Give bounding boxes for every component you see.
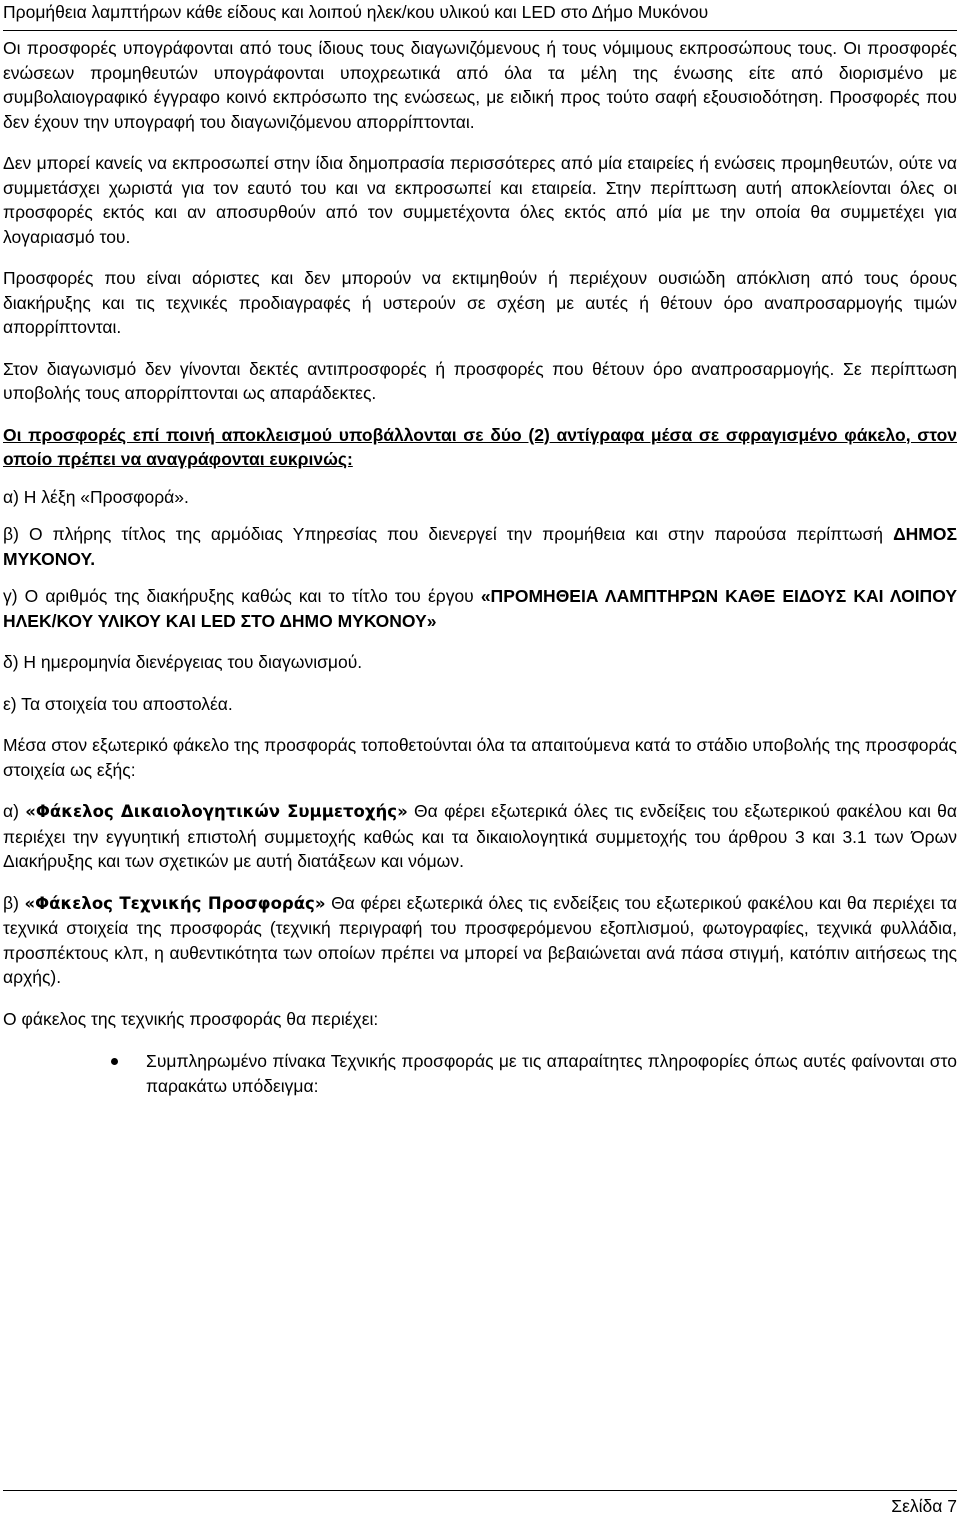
header-title: Προμήθεια λαμπτήρων κάθε είδους και λοιπού ηλεκ/κου υλικού και LED στο Δήμο Μυκόνου (3, 2, 709, 22)
envelope-item-a: α) Η λέξη «Προσφορά». (3, 486, 189, 507)
envelope-participation-title: «Φάκελος Δικαιολογητικών Συμμετοχής» (25, 802, 408, 821)
document-page (3, 0, 957, 1098)
list-item-text: Συμπληρωμένο πίνακα Τεχνικής προσφοράς με τις απαραίτητες πληροφορίες όπως αυτές φαίνονται στο παρακάτω υπόδειγμα: (146, 1051, 957, 1096)
running-header (3, 0, 957, 31)
envelope-technical-text: Θα φέρει εξωτερικά όλες τις ενδείξεις του εξωτερικού φακέλου και θα περιέχει τα τεχνικά στοιχεία της προσφοράς (τεχνική περιγραφή του προσφερόμενου εξοπλισμού, φωτογραφίες, τεχνικά φυλλάδια, προσπέκτους κλπ, η αυθεντικότητα των οποίων πρέπει να μπορεί να βεβαιώνεται ανά πάσα στιγμή, κατόπιν αιτήσεως της αρχής). (3, 892, 957, 987)
technical-contents-list (3, 1049, 957, 1098)
envelope-participation-prefix: α) (3, 801, 26, 821)
envelope-participation (3, 799, 957, 874)
page-number: Σελίδα 7 (891, 1496, 957, 1516)
paragraph-technical-contents: Ο φάκελος της τεχνικής προσφοράς θα περιέχει: (3, 1008, 379, 1029)
envelope-participation-text: Θα φέρει εξωτερικά όλες τις ενδείξεις του εξωτερικού φακέλου και θα περιέχει την εγγυητική επιστολή συμμετοχής καθώς και τα δικαιολογητικά συμμετοχής του άρθρου 3 και 3.1 των Όρων Διακήρυξης και των σχετικών με αυτή διατάξεων και νόμων. (3, 801, 957, 871)
envelope-item-d: δ) Η ημερομηνία διενέργειας του διαγωνισμού. (3, 652, 363, 672)
envelope-item-b-text: β) Ο πλήρης τίτλος της αρμόδιας Υπηρεσίας που διενεργεί την προμήθεια και στην παρούσα περίπτωσή (3, 524, 894, 544)
envelope-technical (3, 891, 957, 990)
envelope-item-b-bold: ΔΗΜΟΣ ΜΥΚΟΝΟΥ. (3, 524, 957, 569)
list-item (3, 1049, 957, 1098)
paragraph-counteroffers: Στον διαγωνισμό δεν γίνονται δεκτές αντιπροσφορές ή προσφορές που θέτουν όρο αναπροσαρμογής. Σε περίπτωση υποβολής τους απορρίπτονται ως απαράδεκτες. (3, 358, 957, 403)
envelope-technical-prefix: β) (3, 892, 25, 913)
envelope-item-b (3, 522, 957, 571)
envelope-technical-title: «Φάκελος Τεχνικής Προσφοράς» (24, 893, 326, 913)
paragraph-outer-envelope: Μέσα στον εξωτερικό φάκελο της προσφοράς τοποθετούνται όλα τα απαιτούμενα κατά το στάδιο υποβολής της προσφοράς στοιχεία ως εξής: (3, 735, 957, 780)
running-footer (3, 1490, 957, 1516)
paragraph-signatures: Οι προσφορές υπογράφονται από τους ίδιους τους διαγωνιζόμενους ή τους νόμιμους εκπροσώπους τους. Οι προσφορές ενώσεων προμηθευτών υπογράφονται υποχρεωτικά από όλα τα μέλη της ένωσης είτε από διορισμένο με συμβολαιογραφικό έγγραφο κοινό εκπρόσωπο της ενώσεως, με ειδική προς τούτο σαφή εξουσιοδότηση. Προσφορές που δεν έχουν την υπογραφή του διαγωνιζόμενου απορρίπτονται. (3, 38, 957, 132)
paragraph-submission-heading: Οι προσφορές επί ποινή αποκλεισμού υποβάλλονται σε δύο (2) αντίγραφα μέσα σε σφραγισμένο φάκελο, στον οποίο πρέπει να αναγράφονται ευκρινώς: (3, 424, 957, 469)
envelope-item-c (3, 584, 957, 633)
bullet-icon (111, 1058, 118, 1065)
paragraph-representation: Δεν μπορεί κανείς να εκπροσωπεί στην ίδια δημοπρασία περισσότερες από μία εταιρείες ή ενώσεις προμηθευτών, ούτε να συμμετάσχει χωριστά για τον εαυτό του και να εκπροσωπεί και εταιρεία. Στην περίπτωση αυτή αποκλείονται όλες οι προσφορές εκτός και αν αποσυρθούν από τον συμμετέχοντα όλες εκτός από μία με την οποία θα συμμετέχει για λογαριασμό του. (3, 153, 957, 247)
envelope-item-e: ε) Τα στοιχεία του αποστολέα. (3, 693, 233, 714)
paragraph-indefinite-offers: Προσφορές που είναι αόριστες και δεν μπορούν να εκτιμηθούν ή περιέχουν ουσιώδη απόκλιση από τους όρους διακήρυξης και τις τεχνικές προδιαγραφές ή υστερούν σε σχέση με αυτές ή θέτουν όρο αναπροσαρμογής τιμών απορρίπτονται. (3, 268, 957, 337)
envelope-item-c-text: γ) Ο αριθμός της διακήρυξης καθώς και το τίτλο του έργου (3, 586, 481, 606)
envelope-item-c-bold: «ΠΡΟΜΗΘΕΙΑ ΛΑΜΠΤΗΡΩΝ ΚΑΘΕ ΕΙΔΟΥΣ ΚΑΙ ΛΟΙΠΟΥ ΗΛΕΚ/ΚΟΥ ΥΛΙΚΟΥ ΚΑΙ LED ΣΤΟ ΔΗΜΟ ΜΥΚΟΝΟΥ» (3, 586, 957, 631)
